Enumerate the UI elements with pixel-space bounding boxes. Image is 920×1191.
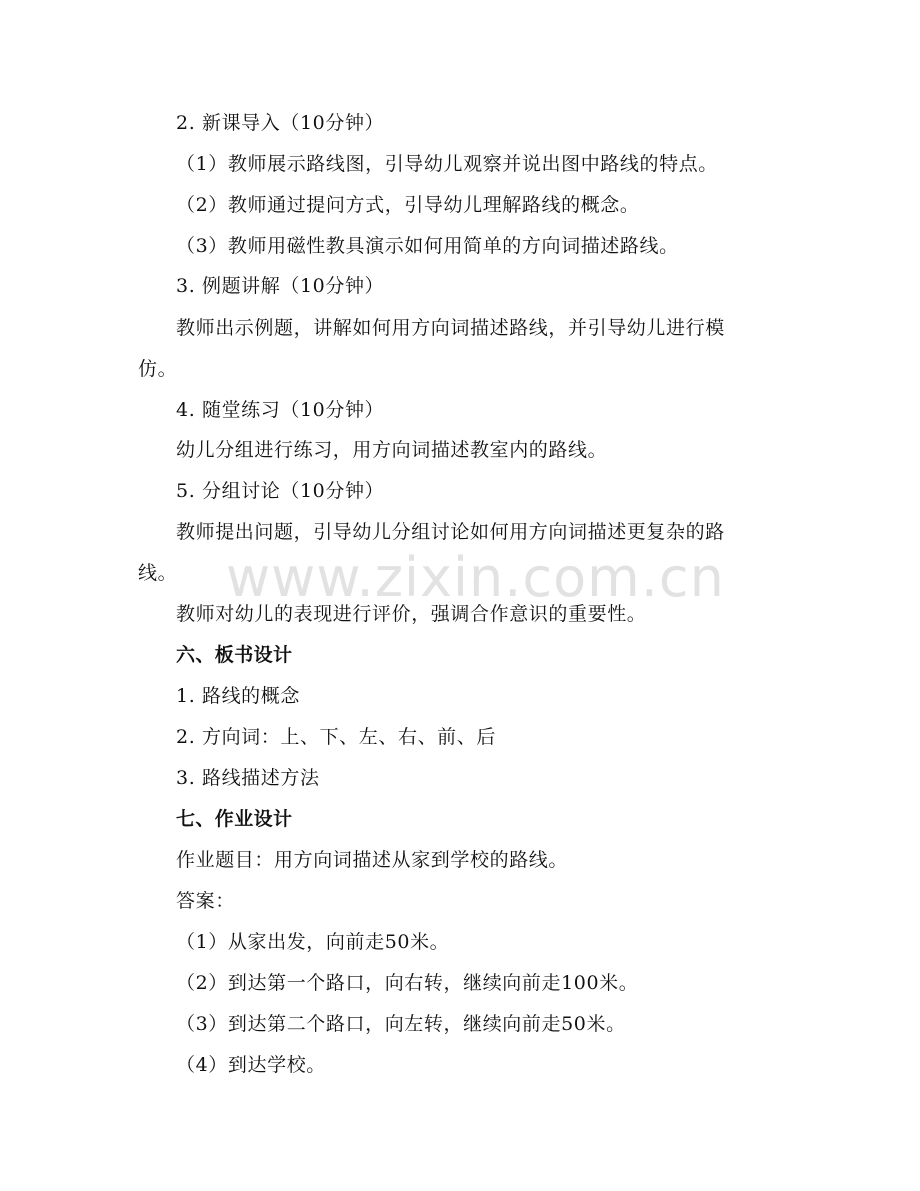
paragraph: 作业题目：用方向词描述从家到学校的路线。 [176,849,569,871]
paragraph: 幼儿分组进行练习，用方向词描述教室内的路线。 [176,439,608,461]
section-heading-practice: 4. 随堂练习（10分钟） [176,399,385,421]
section-heading-example: 3. 例题讲解（10分钟） [176,275,385,297]
section-title-homework: 七、作业设计 [176,808,293,830]
paragraph: 教师对幼儿的表现进行评价，强调合作意识的重要性。 [176,603,647,625]
paragraph-continuation: 仿。 [138,358,178,380]
list-item: （3）教师用磁性教具演示如何用简单的方向词描述路线。 [176,235,679,257]
list-item: （2）教师通过提问方式，引导幼儿理解路线的概念。 [176,194,640,216]
list-item: （2）到达第一个路口，向右转，继续向前走100米。 [176,972,639,994]
section-title-board-design: 六、板书设计 [176,644,293,666]
paragraph: 教师提出问题，引导幼儿分组讨论如何用方向词描述更复杂的路 [176,521,725,543]
list-item: 2. 方向词：上、下、左、右、前、后 [176,726,496,748]
list-item: 3. 路线描述方法 [176,767,320,789]
list-item: （3）到达第二个路口，向左转，继续向前走50米。 [176,1013,626,1035]
paragraph-continuation: 线。 [138,562,178,584]
list-item: 1. 路线的概念 [176,685,300,707]
section-heading-discussion: 5. 分组讨论（10分钟） [176,480,385,502]
paragraph: 教师出示例题，讲解如何用方向词描述路线，并引导幼儿进行模 [176,317,725,339]
section-heading-new-lesson: 2. 新课导入（10分钟） [176,112,385,134]
answer-label: 答案： [176,890,235,912]
list-item: （1）教师展示路线图，引导幼儿观察并说出图中路线的特点。 [176,153,718,175]
watermark: www.zixin.com.cn [226,546,725,609]
list-item: （4）到达学校。 [176,1054,326,1076]
list-item: （1）从家出发，向前走50米。 [176,931,450,953]
